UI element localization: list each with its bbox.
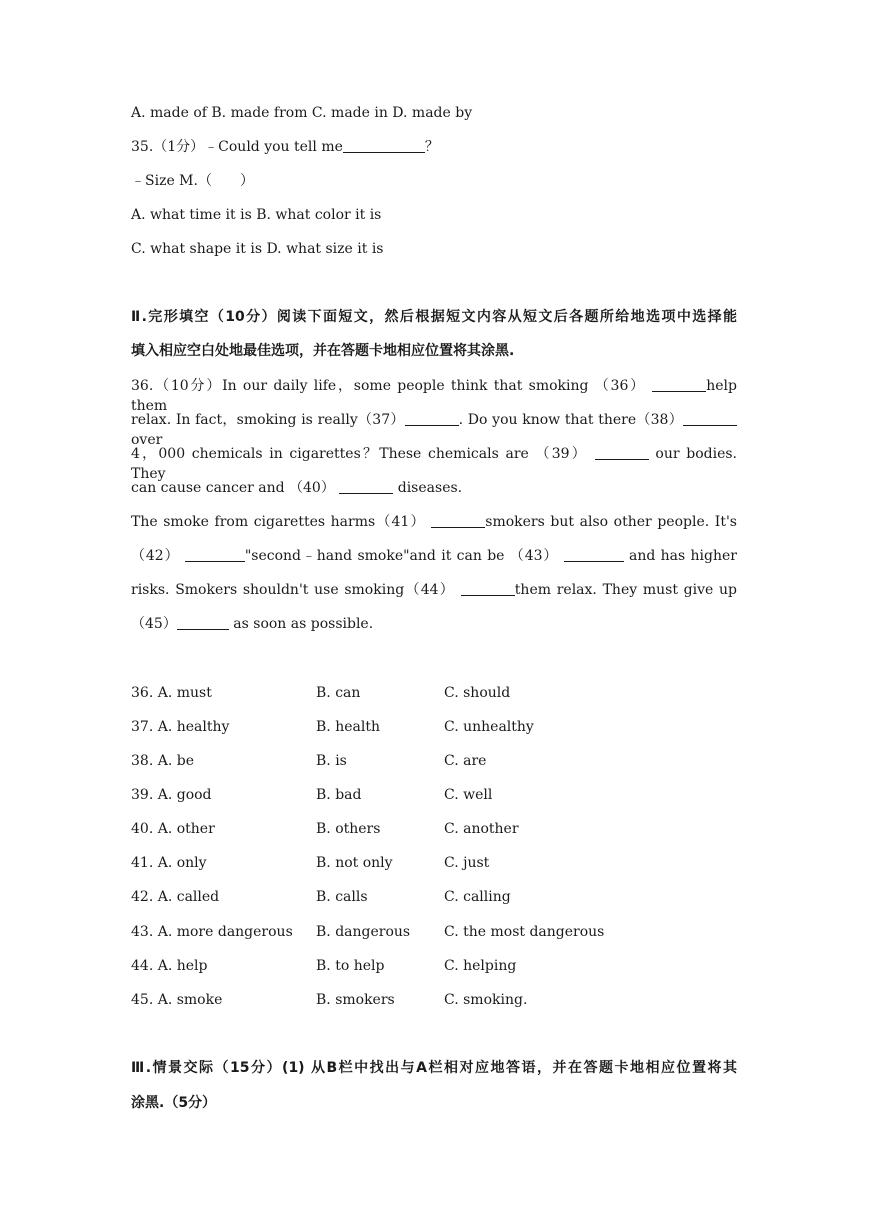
option-45-c: C. smoking.	[444, 992, 528, 1008]
q35-stem-text: 35.（1分）﹣Could you tell me	[131, 139, 343, 155]
blank-42	[185, 547, 245, 562]
option-40-b: B. others	[316, 821, 381, 837]
passage-text: risks. Smokers shouldn't use smoking（44）	[131, 582, 456, 598]
q34-options: A. made of B. made from C. made in D. made by	[131, 105, 473, 121]
passage-line-6	[131, 546, 737, 566]
passage-line-4	[131, 478, 462, 498]
passage-text: . Do you know that there（38）	[458, 412, 683, 428]
passage-text: "second﹣hand smoke"and it can be （43）	[244, 548, 559, 564]
passage-text: diseases.	[393, 480, 463, 496]
option-38-b: B. is	[316, 753, 347, 769]
option-37-b: B. health	[316, 719, 380, 735]
passage-text: 36.（10分）In our daily life，some people think that smoking （36）	[131, 378, 646, 394]
option-41-b: B. not only	[316, 855, 393, 871]
passage-line-7	[131, 580, 737, 600]
q35-options-2: C. what shape it is D. what size it is	[131, 241, 384, 257]
option-39-b: B. bad	[316, 787, 362, 803]
passage-text: help them	[131, 378, 737, 414]
section3-heading-line1: Ⅲ.情景交际（15分）(1) 从B栏中找出与A栏相对应地答语，并在答题卡地相应位置将其	[131, 1060, 737, 1076]
option-43-b: B. dangerous	[316, 924, 411, 940]
option-45-a: 45. A. smoke	[131, 992, 223, 1008]
option-36-c: C. should	[444, 685, 511, 701]
option-39-c: C. well	[444, 787, 493, 803]
section2-heading-line1: Ⅱ.完形填空（10分）阅读下面短文，然后根据短文内容从短文后各题所给地选项中选择能	[131, 309, 737, 325]
option-41-a: 41. A. only	[131, 855, 207, 871]
passage-text: relax. In fact，smoking is really（37）	[131, 412, 405, 428]
passage-text: over	[131, 432, 163, 448]
blank-43	[564, 547, 624, 562]
option-40-c: C. another	[444, 821, 519, 837]
passage-line-8	[131, 614, 373, 634]
blank-40	[339, 479, 393, 494]
passage-text: our bodies. They	[131, 446, 738, 482]
section2-heading-line2: 填入相应空白处地最佳选项，并在答题卡地相应位置将其涂黑.	[131, 343, 515, 359]
q35-stem-end: ？	[424, 139, 439, 155]
option-45-b: B. smokers	[316, 992, 395, 1008]
section3-heading-line2: 涂黑.（5分）	[131, 1095, 217, 1111]
passage-text: The smoke from cigarettes harms（41）	[131, 514, 426, 530]
passage-text: and has higher	[623, 548, 737, 564]
passage-text: smokers but also other people. It's	[485, 514, 737, 530]
blank-41	[431, 513, 485, 528]
q35-stem	[131, 137, 439, 157]
passage-text: （42）	[131, 548, 180, 564]
option-37-a: 37. A. healthy	[131, 719, 230, 735]
q35-options-1: A. what time it is B. what color it is	[131, 207, 382, 223]
blank-36	[652, 377, 706, 392]
blank-37	[405, 411, 459, 426]
passage-text: can cause cancer and （40）	[131, 480, 335, 496]
option-42-c: C. calling	[444, 889, 511, 905]
passage-text: （45）	[131, 616, 177, 632]
blank-45	[177, 615, 229, 630]
option-42-b: B. calls	[316, 889, 368, 905]
option-39-a: 39. A. good	[131, 787, 212, 803]
option-44-a: 44. A. help	[131, 958, 208, 974]
option-43-c: C. the most dangerous	[444, 924, 605, 940]
option-40-a: 40. A. other	[131, 821, 215, 837]
option-37-c: C. unhealthy	[444, 719, 534, 735]
blank-39	[595, 445, 649, 460]
option-43-a: 43. A. more dangerous	[131, 924, 293, 940]
blank-44	[461, 581, 515, 596]
passage-text: 4，000 chemicals in cigarettes？These chemicals are （39）	[131, 446, 589, 462]
passage-line-5	[131, 512, 737, 532]
option-36-a: 36. A. must	[131, 685, 212, 701]
option-42-a: 42. A. called	[131, 889, 220, 905]
option-36-b: B. can	[316, 685, 361, 701]
passage-text: them relax. They must give up	[514, 582, 738, 598]
option-44-c: C. helping	[444, 958, 517, 974]
option-41-c: C. just	[444, 855, 490, 871]
option-38-c: C. are	[444, 753, 487, 769]
answer-blank	[343, 138, 425, 153]
passage-text: as soon as possible.	[228, 616, 374, 632]
option-44-b: B. to help	[316, 958, 385, 974]
blank-38	[683, 411, 737, 426]
option-38-a: 38. A. be	[131, 753, 194, 769]
q35-reply: ﹣Size M.（ ）	[131, 173, 254, 189]
